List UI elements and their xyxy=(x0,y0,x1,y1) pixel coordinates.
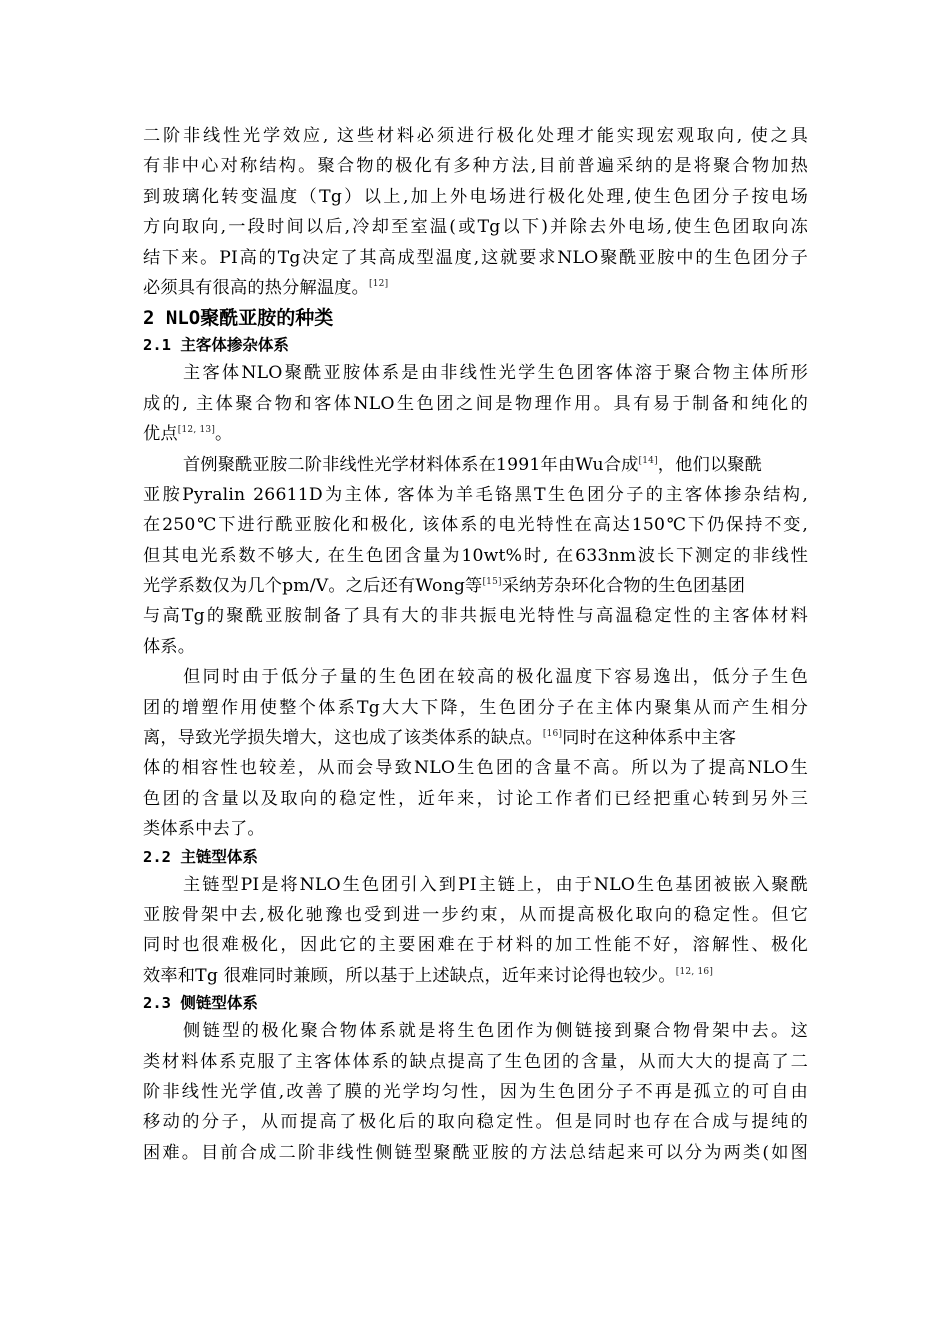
text-line: 二阶非线性光学效应, 这些材料必须进行极化处理才能实现宏观取向, 使之具 xyxy=(143,126,808,146)
text-line: 类材料体系克服了主客体体系的缺点提高了生色团的含量，从而大大的提高了二 xyxy=(143,1051,808,1072)
text-line: 但其电光系数不够大, 在生色团含量为10wt%时, 在633nm波长下测定的非线性 xyxy=(143,545,808,566)
text-line: 主客体NLO聚酰亚胺体系是由非线性光学生色团客体溶于聚合物主体所形 xyxy=(183,363,808,384)
text-line: 色团的含量以及取向的稳定性，近年来，讨论工作者们已经把重心转到另外三 xyxy=(143,788,808,809)
text-line: 结下来。PI高的Tg决定了其高成型温度,这就要求NLO聚酰亚胺中的生色团分子 xyxy=(143,247,808,268)
text-line: 在250℃下进行酰亚胺化和极化, 该体系的电光特性在高达150℃下仍保持不变, xyxy=(143,515,808,536)
text-line: 有非中心对称结构。聚合物的极化有多种方法,目前普遍采纳的是将聚合物加热 xyxy=(143,156,808,177)
subsection-heading: 2.1 主客体掺杂体系 xyxy=(143,336,289,355)
paragraph xyxy=(143,870,808,992)
text-line: 方向取向,一段时间以后,冷却至室温(或Tg以下)并除去外电场,使生色团取向冻 xyxy=(143,217,808,238)
subsection-heading: 2.3 侧链型体系 xyxy=(143,994,258,1013)
text-line: 类体系中去了。 xyxy=(143,819,265,840)
section-heading: 2 NLO聚酰亚胺的种类 xyxy=(143,307,334,330)
text-line: 但同时由于低分子量的生色团在较高的极化温度下容易逸出，低分子生色 xyxy=(183,667,808,688)
text-line: 优点[12, 13]。 xyxy=(143,424,233,445)
subsection-heading: 2.2 主链型体系 xyxy=(143,847,258,866)
paragraph xyxy=(143,358,808,449)
paragraph xyxy=(143,1016,808,1168)
text-line: 团的增塑作用使整个体系Tg大大下降，生色团分子在主体内聚集从而产生相分 xyxy=(143,697,808,718)
text-line: 体的相容性也较差，从而会导致NLO生色团的含量不高。所以为了提高NLO生 xyxy=(143,758,808,779)
paragraph xyxy=(143,450,808,663)
text-line: 与高Tg的聚酰亚胺制备了具有大的非共振电光特性与高温稳定性的主客体材料 xyxy=(143,606,808,627)
intro-paragraph xyxy=(143,121,808,303)
text-line: 困难。目前合成二阶非线性侧链型聚酰亚胺的方法总结起来可以分为两类(如图 xyxy=(143,1142,808,1163)
text-line: 体系。 xyxy=(143,636,196,657)
citation: [14] xyxy=(638,455,658,466)
citation: [12, 13] xyxy=(177,424,216,435)
body-text xyxy=(143,121,808,1168)
paragraph xyxy=(143,662,808,844)
text-line: 同时也很难极化，因此它的主要困难在于材料的加工性能不好，溶解性、极化 xyxy=(143,935,808,956)
text-line: 亚胺骨架中去,极化驰豫也受到进一步约束，从而提高极化取向的稳定性。但它 xyxy=(143,904,808,925)
text-line: 首例聚酰亚胺二阶非线性光学材料体系在1991年由Wu合成[14]，他们以聚酰 xyxy=(183,454,763,475)
text-line: 阶非线性光学值,改善了膜的光学均匀性，因为生色团分子不再是孤立的可自由 xyxy=(143,1081,808,1102)
text-line: 离，导致光学损失增大，这也成了该类体系的缺点。[16]同时在这种体系中主客 xyxy=(143,728,737,749)
text-line: 亚胺Pyralin 26611D为主体, 客体为羊毛铬黑T生色团分子的主客体掺杂结构, xyxy=(143,484,808,505)
text-line: 效率和Tg 很难同时兼顾，所以基于上述缺点，近年来讨论得也较少。[12, 16] xyxy=(143,965,714,986)
text-line: 侧链型的极化聚合物体系就是将生色团作为侧链接到聚合物骨架中去。这 xyxy=(183,1021,808,1042)
citation: [16] xyxy=(542,728,563,739)
citation: [12] xyxy=(369,278,389,289)
text-line: 成的, 主体聚合物和客体NLO生色团之间是物理作用。具有易于制备和纯化的 xyxy=(143,393,808,414)
text-line: 移动的分子，从而提高了极化后的取向稳定性。但是同时也存在合成与提纯的 xyxy=(143,1112,808,1133)
text-line: 到玻璃化转变温度（Tg）以上,加上外电场进行极化处理,使生色团分子按电场 xyxy=(143,186,808,207)
text-line: 必须具有很高的热分解温度。[12] xyxy=(143,277,389,298)
citation: [12, 16] xyxy=(675,966,714,977)
text-line: 光学系数仅为几个pm/V。之后还有Wong等[15]采纳芳杂环化合物的生色团基团 xyxy=(143,576,746,597)
text-line: 主链型PI是将NLO生色团引入到PI主链上，由于NLO生色基团被嵌入聚酰 xyxy=(183,874,808,895)
citation: [15] xyxy=(482,576,502,587)
